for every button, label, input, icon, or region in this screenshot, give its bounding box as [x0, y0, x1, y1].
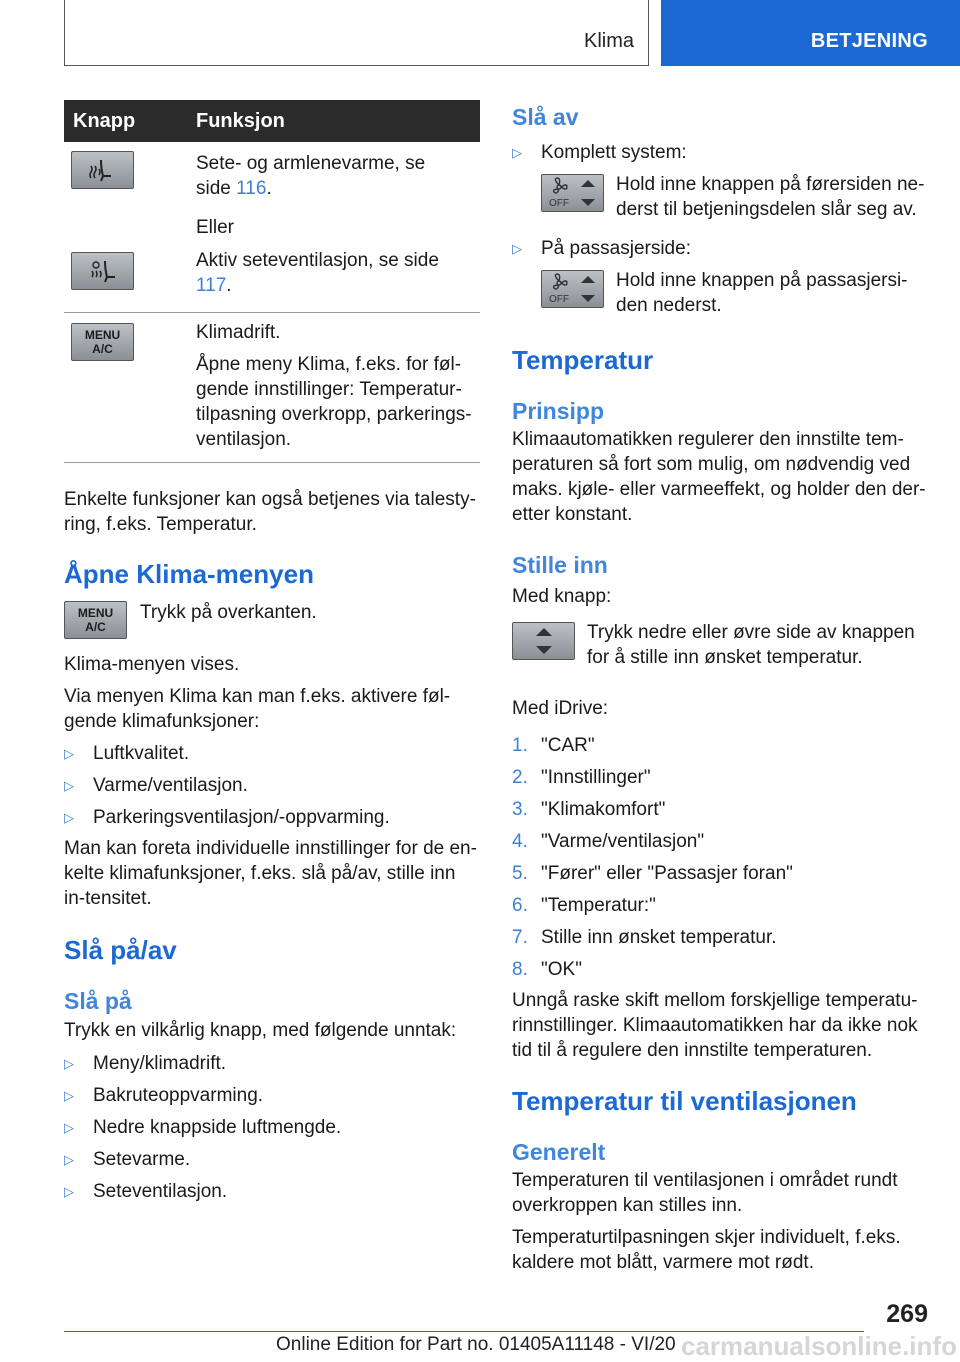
svg-text:OFF: OFF	[548, 198, 569, 209]
list-item: ▷ Varme/ventilasjon.	[64, 775, 248, 796]
button-function-table	[64, 100, 480, 463]
principle-heading: Prinsipp	[512, 398, 605, 424]
seat-heating-text: Sete- og armlenevarme, se side 116.	[196, 153, 426, 199]
menu-ac-button-icon: MENU A/C	[64, 601, 127, 639]
open-climate-menu-heading: Åpne Klima-menyen	[64, 559, 314, 589]
list-item: ▷ Meny/klimadrift.	[64, 1053, 227, 1074]
header-section: Klima	[583, 30, 634, 52]
header-section-box	[64, 0, 649, 66]
seat-ventilation-icon	[71, 252, 134, 290]
avoid-rapid-change-text: Unngå raske skift mellom forskjellige temperatu-rinnstillinger. Klimaautomatikken har da ikke nok tid til å regulere den innstilte temperaturen.	[512, 990, 918, 1061]
fan-off-icon	[541, 174, 604, 212]
switch-on-heading: Slå på	[64, 988, 132, 1014]
bullet-triangle-icon: ▷	[64, 746, 74, 761]
temperature-arrows-icon	[512, 622, 575, 660]
page-link-117[interactable]: 117	[196, 275, 227, 296]
right-column	[512, 100, 928, 1275]
set-heading: Stille inn	[512, 552, 608, 578]
bullet-triangle-icon: ▷	[512, 241, 522, 256]
switch-off-heading: Slå av	[512, 104, 579, 130]
list-item: 3. "Klimakomfort"	[512, 799, 666, 820]
left-column	[64, 100, 480, 1204]
bullet-triangle-icon: ▷	[64, 1120, 74, 1135]
press-top-edge-text: Trykk på overkanten.	[140, 602, 317, 623]
list-item: 6. "Temperatur:"	[512, 895, 656, 916]
list-item: 2. "Innstillinger"	[512, 767, 651, 788]
principle-text: Klimaautomatikken regulerer den innstilte tem-peraturen så fort som mulig, om nødvendig ved maks. kjøle- eller varmeeffekt, og holder den der-etter konstant.	[512, 429, 926, 525]
or-text: Eller	[196, 217, 235, 238]
seat-heating-icon	[71, 151, 134, 189]
list-item: ▷ Seteventilasjon.	[64, 1181, 228, 1202]
list-item: ▷ Bakruteoppvarming.	[64, 1085, 264, 1106]
switch-on-off-heading: Slå på/av	[64, 935, 177, 965]
general-text-2: Temperaturtilpasningen skjer individuelt, f.eks. kaldere mot blått, varmere mot rødt.	[512, 1227, 901, 1273]
seat-ventilation-text: Aktiv seteventilasjon, se side 117.	[196, 250, 439, 296]
off-passenger-desc: Hold inne knappen på passasjersi-den nederst.	[616, 270, 908, 316]
off-driver-desc: Hold inne knappen på førersiden ne-derst til betjeningsdelen slår seg av.	[616, 174, 925, 220]
list-item: ▷ Parkeringsventilasjon/-oppvarming.	[64, 807, 390, 828]
list-item: ▷ Komplett system:	[512, 142, 687, 163]
header-chapter: BETJENING	[810, 30, 928, 52]
menu-shown-text: Klima-menyen vises.	[64, 654, 240, 675]
list-item: 1. "CAR"	[512, 735, 595, 756]
bullet-triangle-icon: ▷	[64, 1056, 74, 1071]
footer-edition: Online Edition for Part no. 01405A11148 - VI/20	[276, 1334, 676, 1355]
fan-off-icon	[541, 270, 604, 308]
temperature-button-desc: Trykk nedre eller øvre side av knappen for å stille inn ønsket temperatur.	[587, 622, 915, 668]
temperature-heading: Temperatur	[512, 345, 654, 375]
table-header-function: Funksjon	[186, 100, 480, 142]
list-item: ▷ Luftkvalitet.	[64, 743, 190, 764]
svg-text:OFF: OFF	[548, 294, 569, 305]
bullet-triangle-icon: ▷	[64, 1088, 74, 1103]
menu-ac-button-icon: MENU A/C	[71, 323, 134, 361]
via-menu-text: Via menyen Klima kan man f.eks. aktivere føl-gende klimafunksjoner:	[64, 686, 451, 732]
bullet-triangle-icon: ▷	[512, 145, 522, 160]
list-item: ▷ Nedre knappside luftmengde.	[64, 1117, 342, 1138]
general-heading: Generelt	[512, 1139, 606, 1165]
page-link-116[interactable]: 116	[236, 178, 267, 199]
climate-mode-desc: Åpne meny Klima, f.eks. for føl-gende innstillinger: Temperatur-tilpasning overkropp, parkerings-ventilasjon.	[196, 354, 472, 450]
page-number: 269	[886, 1300, 928, 1328]
voice-control-text: Enkelte funksjoner kan også betjenes via talesty-ring, f.eks. Temperatur.	[64, 489, 476, 535]
bullet-triangle-icon: ▷	[64, 1152, 74, 1167]
bullet-triangle-icon: ▷	[64, 810, 74, 825]
with-button-text: Med knapp:	[512, 586, 612, 607]
climate-mode-title: Klimadrift.	[196, 322, 281, 343]
list-item: ▷ Setevarme.	[64, 1149, 191, 1170]
list-item: 4. "Varme/ventilasjon"	[512, 831, 705, 852]
ventilation-temperature-heading: Temperatur til ventilasjonen	[512, 1086, 857, 1116]
list-item: 8. "OK"	[512, 959, 582, 980]
list-item: 5. "Fører" eller "Passasjer foran"	[512, 863, 793, 884]
switch-on-text: Trykk en vilkårlig knapp, med følgende unntak:	[64, 1020, 457, 1041]
individual-settings-text: Man kan foreta individuelle innstillinger for de en-kelte klimafunksjoner, f.eks. slå på/av, stille inn in-tensitet.	[64, 838, 477, 909]
bullet-triangle-icon: ▷	[64, 778, 74, 793]
general-text-1: Temperaturen til ventilasjonen i området rundt overkroppen kan stilles inn.	[512, 1170, 898, 1216]
with-idrive-text: Med iDrive:	[512, 698, 609, 719]
watermark: carmanualsonline.info	[681, 1331, 957, 1361]
list-item: 7. Stille inn ønsket temperatur.	[512, 927, 777, 948]
table-header-button: Knapp	[64, 100, 186, 142]
bullet-triangle-icon: ▷	[64, 1184, 74, 1199]
header-chapter-box	[661, 0, 960, 66]
list-item: ▷ På passasjerside:	[512, 238, 691, 259]
